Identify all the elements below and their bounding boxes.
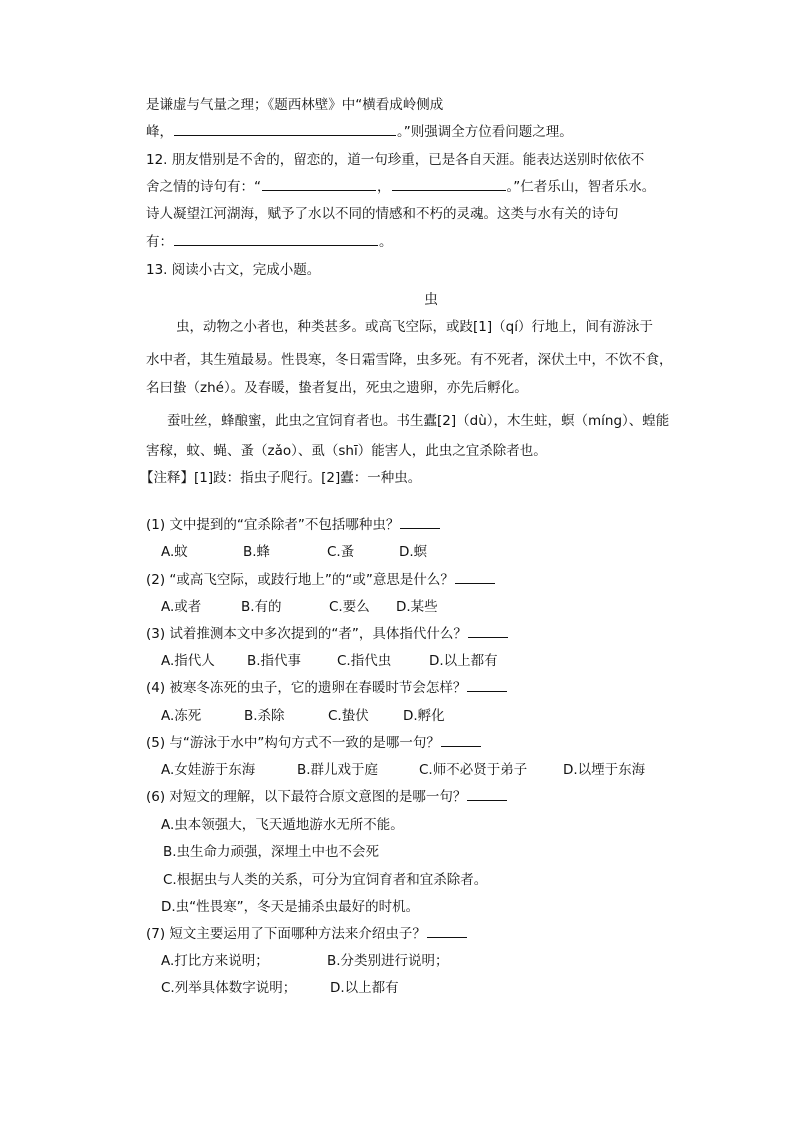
q5-option-d[interactable]: D.以堙于东海	[563, 762, 646, 778]
question-1-stem	[146, 516, 441, 534]
question-6-text: (6) 对短文的理解，以下最符合原文意图的是哪一句？	[146, 789, 467, 805]
passage-para1-line3: 名曰蛰（zhé）。及春暖，蛰者复出，死虫之遗卵，亦先后孵化。	[146, 380, 528, 396]
q1-option-a[interactable]: A.蚊	[161, 544, 188, 560]
passage-para1-line1: 虫，动物之小者也，种类甚多。或高飞空际，或跂[1]（qí）行地上，间有游泳于	[176, 319, 653, 335]
question-5-text: (5) 与“游泳于水中”构句方式不一致的是哪一句？	[146, 735, 440, 751]
question-4-stem	[146, 679, 508, 697]
q4-option-a[interactable]: A.冻死	[161, 708, 202, 724]
q4-option-b[interactable]: B.杀除	[244, 708, 285, 724]
question-5-stem	[146, 734, 482, 752]
question-7-options-row1	[161, 952, 449, 970]
q12-suffix-2: 。	[379, 234, 393, 250]
question-2-options	[161, 598, 438, 616]
q12-blank-1[interactable]	[262, 178, 376, 191]
question-2-stem	[146, 571, 496, 589]
question-5-blank[interactable]	[441, 734, 481, 747]
q12-blank-2[interactable]	[392, 178, 506, 191]
q7-option-d[interactable]: D.以上都有	[330, 980, 399, 996]
q6-option-b[interactable]: B.虫生命力顽强，深埋土中也不会死	[163, 844, 380, 860]
q3-option-a[interactable]: A.指代人	[161, 653, 215, 669]
q4-option-c[interactable]: C.蛰伏	[328, 708, 369, 724]
q11-line-2	[146, 123, 573, 141]
q13-intro	[146, 261, 320, 279]
q6-option-c[interactable]: C.根据虫与人类的关系，可分为宜饲育者和宜杀除者。	[163, 872, 488, 888]
question-3-options	[161, 652, 498, 670]
q11-prefix: 峰，	[146, 124, 173, 140]
question-6-blank[interactable]	[467, 788, 507, 801]
q11-line-1	[146, 96, 443, 114]
q12-line-3	[146, 205, 619, 223]
question-2-text: (2) “或高飞空际，或跂行地上”的“或”意思是什么？	[146, 572, 454, 588]
q11-text-1: 是谦虚与气量之理；《题西林壁》中“横看成岭侧成	[146, 97, 444, 113]
question-7-options-row2	[161, 979, 399, 997]
question-4-text: (4) 被寒冬冻死的虫子，它的遗卵在春暖时节会怎样？	[146, 680, 467, 696]
question-3-text: (3) 试着推测本文中多次提到的“者”，具体指代什么？	[146, 626, 467, 642]
question-1-blank[interactable]	[400, 516, 440, 529]
q2-option-b[interactable]: B.有的	[241, 599, 282, 615]
q2-option-d[interactable]: D.某些	[396, 599, 438, 615]
question-1-text: (1) 文中提到的“宜杀除者”不包括哪种虫？	[146, 517, 400, 533]
q12-line-1	[146, 151, 644, 169]
q12-line-4	[146, 233, 393, 251]
question-1-options	[161, 543, 427, 561]
q7-option-a[interactable]: A.打比方来说明；	[161, 953, 269, 969]
q3-option-c[interactable]: C.指代虫	[337, 653, 392, 669]
question-3-blank[interactable]	[468, 625, 508, 638]
passage-para2-line2: 害稼，蚊、蝇、蚤（zǎo）、虱（shī）能害人，此虫之宜杀除者也。	[146, 443, 547, 459]
q4-option-d[interactable]: D.孵化	[403, 708, 445, 724]
q6-option-d[interactable]: D.虫“性畏寒”，冬天是捕杀虫最好的时机。	[161, 899, 420, 915]
passage-title: 虫	[424, 292, 438, 308]
passage-note: 【注释】[1]跂：指虫子爬行。[2]蠹：一种虫。	[140, 470, 422, 486]
question-6-stem	[146, 788, 508, 806]
q12-suffix: 。”仁者乐山，智者乐水。	[506, 179, 656, 195]
question-5-options	[161, 761, 645, 779]
passage-para2-line1: 蚕吐丝，蜂酿蜜，此虫之宜饲育者也。书生蠹[2]（dù），木生蛀，螟（míng）、蝗能	[167, 413, 670, 429]
question-2-blank[interactable]	[455, 571, 495, 584]
q1-option-c[interactable]: C.蚤	[327, 544, 355, 560]
q7-option-c[interactable]: C.列举具体数字说明；	[161, 980, 297, 996]
q3-option-b[interactable]: B.指代事	[247, 653, 302, 669]
q12-blank-3[interactable]	[174, 233, 378, 246]
q2-option-c[interactable]: C.要么	[329, 599, 370, 615]
question-4-blank[interactable]	[467, 679, 507, 692]
q12-text-1: 12. 朋友惜别是不舍的，留恋的，道一句珍重，已是各自天涯。能表达送别时依依不	[146, 152, 645, 168]
question-7-text: (7) 短文主要运用了下面哪种方法来介绍虫子？	[146, 926, 426, 942]
q1-option-b[interactable]: B.蜂	[243, 544, 271, 560]
question-7-blank[interactable]	[427, 925, 467, 938]
q12-line-2	[146, 178, 655, 196]
q7-option-b[interactable]: B.分类别进行说明；	[327, 953, 449, 969]
question-7-stem	[146, 925, 468, 943]
q12-comma: ，	[377, 179, 391, 195]
q13-intro-text: 13. 阅读小古文，完成小题。	[146, 262, 321, 278]
q5-option-c[interactable]: C.师不必贤于弟子	[419, 762, 528, 778]
q12-prefix: 舍之情的诗句有：“	[146, 179, 261, 195]
q11-suffix: 。”则强调全方位看问题之理。	[397, 124, 573, 140]
passage-para1-line2: 水中者，其生殖最易。性畏寒，冬日霜雪降，虫多死。有不死者，深伏土中，不饮不食，	[146, 352, 673, 368]
q12-text-3: 诗人凝望江河湖海，赋予了水以不同的情感和不朽的灵魂。这类与水有关的诗句	[146, 206, 619, 222]
q3-option-d[interactable]: D.以上都有	[429, 653, 498, 669]
q6-option-a[interactable]: A.虫本领强大，飞天遁地游水无所不能。	[161, 817, 404, 833]
q11-answer-blank[interactable]	[174, 123, 396, 136]
q5-option-a[interactable]: A.女娃游于东海	[161, 762, 256, 778]
q1-option-d[interactable]: D.螟	[399, 544, 428, 560]
q12-prefix-2: 有：	[146, 234, 173, 250]
q2-option-a[interactable]: A.或者	[161, 599, 202, 615]
question-3-stem	[146, 625, 509, 643]
question-4-options	[161, 707, 445, 725]
q5-option-b[interactable]: B.群儿戏于庭	[297, 762, 379, 778]
